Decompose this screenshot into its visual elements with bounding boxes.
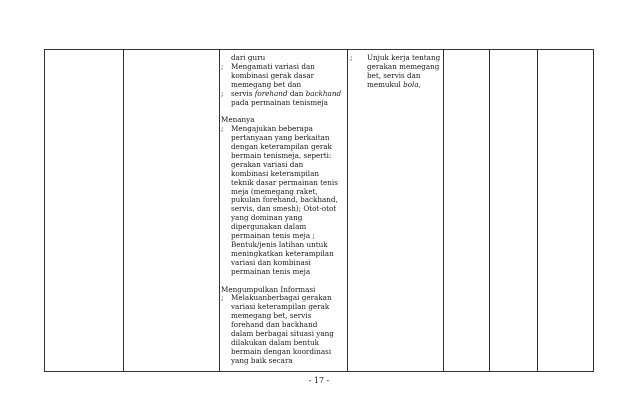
column-divider: [489, 50, 490, 371]
column-divider: [537, 50, 538, 371]
text-line: bermain tenismeja, seperti:: [231, 150, 332, 160]
column-divider: [347, 50, 348, 371]
text-line: dengan keterampilan gerak: [231, 142, 332, 152]
assessment-text: [350, 54, 442, 90]
text-line: Bentuk/jenis latihan untuk: [231, 240, 328, 250]
text-line: yang dominan yang: [231, 213, 303, 223]
bullet-mark: ;: [221, 293, 224, 303]
text-line: dari guru: [231, 53, 266, 62]
text-line: Mengajukan beberapa: [231, 124, 313, 134]
text-line: memegang bet, servis: [231, 311, 312, 321]
bullet-item: [350, 54, 442, 90]
bullet-mark: ;: [221, 88, 224, 98]
bullet-item: [221, 125, 345, 276]
text-line: Melakuanberbagai gerakan: [231, 293, 332, 303]
text-line: dalam berbagai situasi yang: [231, 329, 334, 339]
assessment-cell: [350, 54, 442, 90]
text-line: servis, dan smesh); Otot-otot: [231, 204, 337, 214]
text-line: variasi dan kombinasi: [231, 257, 311, 267]
text-line: kombinasi gerak dasar: [231, 70, 315, 80]
learning-activities-table: [44, 49, 594, 372]
text-line: gerakan memegang: [367, 61, 440, 71]
text-line: meja (memegang raket,: [231, 186, 318, 196]
bullet-item: [221, 90, 345, 108]
mengumpulkan-text: [221, 294, 345, 365]
section-heading-menanya: Menanya: [221, 115, 255, 125]
text-line: bet, servis dan: [367, 70, 421, 80]
text-line: Mengamati variasi dan: [231, 61, 315, 71]
text-line: yang baik secara: [231, 355, 293, 365]
text-line: meningkatkan keterampilan: [231, 248, 334, 258]
text-line: pada permainan tenismeja: [231, 97, 328, 107]
text-line: forehand dan backhand: [231, 320, 318, 330]
text-line: servis forehand dan backhand: [231, 88, 342, 98]
text-line: permainan tenis meja ;: [231, 231, 315, 241]
menanya-text: [221, 125, 345, 276]
activities-cell: [221, 54, 345, 366]
text-line: dilakukan dalam bentuk: [231, 337, 319, 347]
bullet-mark: ;: [221, 124, 224, 134]
text-line: pertanyaan yang berkaitan: [231, 133, 330, 143]
text-line: variasi keterampilan gerak: [231, 302, 330, 312]
bullet-item: [221, 63, 345, 90]
text-line: dipergunakan dalam: [231, 222, 307, 232]
text-line: bermain dengan koordinasi: [231, 346, 332, 356]
text-line: kombinasi keterampilan: [231, 168, 319, 178]
section-heading-mengumpulkan-informasi: Mengumpulkan Informasi: [221, 284, 316, 294]
text-line: Unjuk kerja tentang: [367, 53, 441, 62]
column-divider: [219, 50, 220, 371]
page-number: - 17 -: [308, 376, 330, 385]
text-line: gerakan variasi dan: [231, 159, 304, 169]
text-line: permainan tenis meja: [231, 266, 311, 276]
bullet-item: [221, 294, 345, 365]
text-line: memegang bet dan: [231, 79, 302, 89]
bullet-mark: ;: [221, 61, 224, 71]
text-line: teknik dasar permainan tenis: [231, 177, 338, 187]
bullet-mark: ;: [350, 53, 353, 62]
text-line: pukulan forehand, backhand,: [231, 195, 338, 205]
column-divider: [123, 50, 124, 371]
text-line: memukul bola,: [367, 79, 421, 89]
column-divider: [443, 50, 444, 371]
